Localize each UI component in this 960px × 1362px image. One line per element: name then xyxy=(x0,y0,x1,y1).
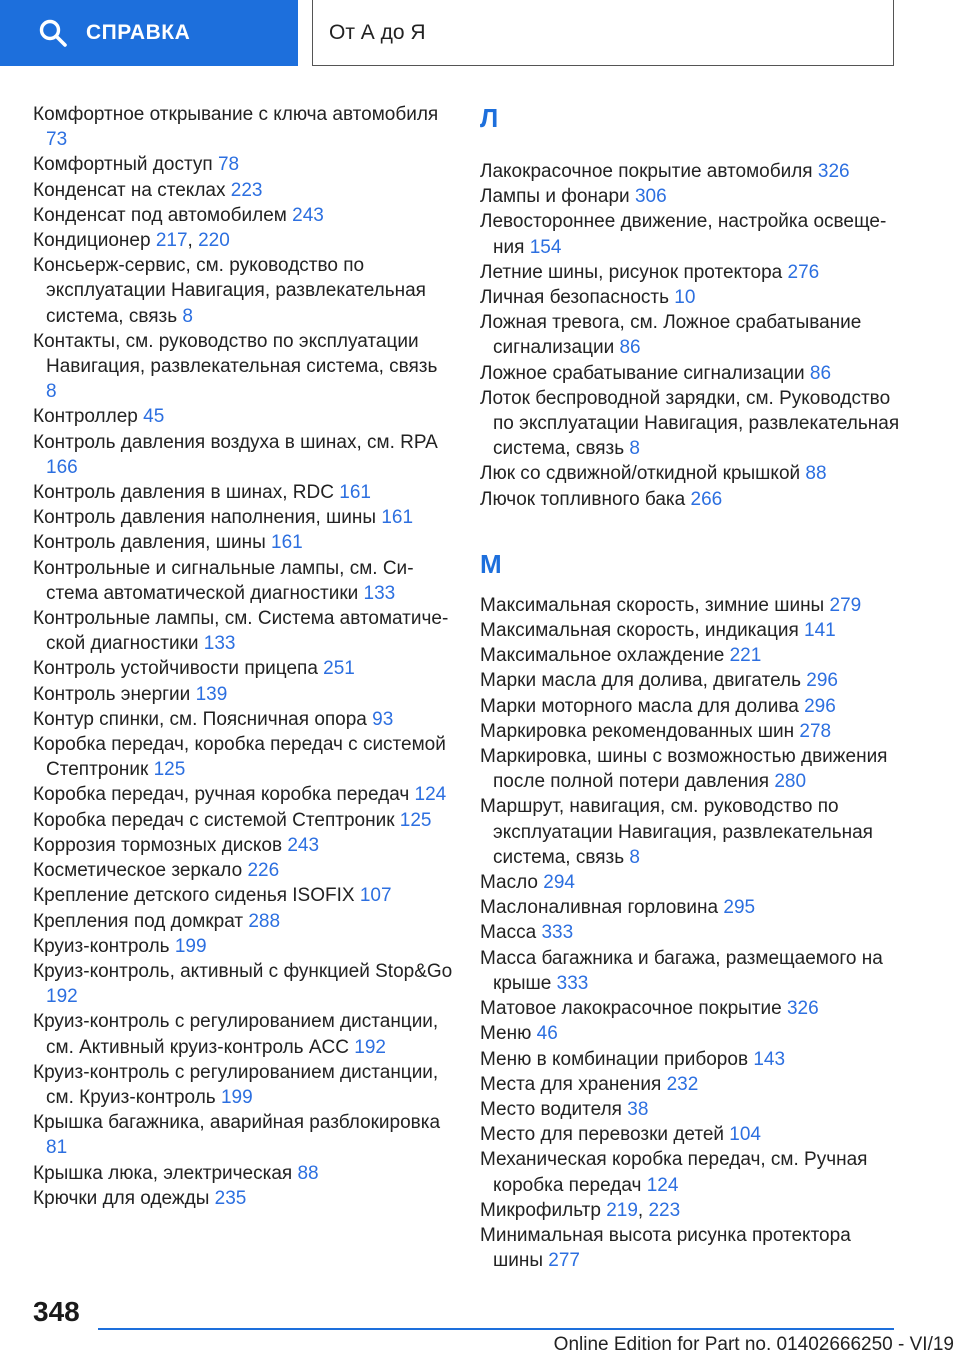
index-entry-text: Контур спинки, см. Поясничная опора xyxy=(33,708,367,730)
index-entry-text: Масса xyxy=(480,922,537,944)
index-entry xyxy=(33,909,453,934)
index-entry xyxy=(480,618,900,643)
page-link[interactable]: 276 xyxy=(787,261,820,283)
tab-a-to-z-label: От А до Я xyxy=(329,20,426,44)
page-link[interactable]: 279 xyxy=(829,594,862,616)
index-entry xyxy=(33,883,453,908)
index-entry-text: Контроллер xyxy=(33,406,138,428)
page-link[interactable]: 133 xyxy=(203,633,236,655)
page-link[interactable]: 8 xyxy=(46,381,57,403)
page-link[interactable]: 81 xyxy=(46,1137,68,1159)
page-link[interactable]: 278 xyxy=(799,720,832,742)
index-entry xyxy=(480,794,900,870)
index-entry xyxy=(33,682,453,707)
page-link[interactable]: 333 xyxy=(556,972,589,994)
page-link[interactable]: 243 xyxy=(292,204,324,226)
index-entry xyxy=(33,858,453,883)
page-link[interactable]: 8 xyxy=(629,438,640,460)
page-link[interactable]: 333 xyxy=(541,922,574,944)
index-letter-heading: Л xyxy=(480,103,499,133)
index-entry xyxy=(33,430,453,480)
index-entry-text: Матовое лакокрасочное покрытие xyxy=(480,998,782,1020)
page-link[interactable]: 125 xyxy=(153,759,186,781)
index-entry-text: Летние шины, рисунок протектора xyxy=(480,261,783,283)
page-link[interactable]: 199 xyxy=(220,1086,253,1108)
index-entry xyxy=(33,707,453,732)
index-entry xyxy=(33,329,453,405)
index-entry-text: Контроль давления в шинах, RDC xyxy=(33,482,334,504)
index-entry-text: Масса багажника и багажа, размещаемого на крыше xyxy=(480,947,883,994)
index-entry xyxy=(33,934,453,959)
index-entry-text: Консьерж-сервис, см. руководство по эксплуатации Навигация, развлекательная система, связь xyxy=(33,255,426,327)
index-entry-text: Круиз-контроль, активный с функцией Stop&Go xyxy=(33,960,453,982)
page-link[interactable]: 219 xyxy=(606,1199,638,1221)
page-link[interactable]: 141 xyxy=(804,620,836,642)
index-entry xyxy=(33,178,453,203)
index-entry-text: Место водителя xyxy=(480,1098,622,1120)
page-link[interactable]: 306 xyxy=(634,186,667,208)
index-letter-heading: М xyxy=(480,548,502,579)
index-entry xyxy=(480,1223,900,1273)
footer-divider xyxy=(98,1328,894,1330)
index-entry-text: Лакокрасочное покрытие автомобиля xyxy=(480,161,813,182)
help-button[interactable] xyxy=(0,0,298,66)
index-entry xyxy=(33,1110,453,1160)
page-link[interactable]: 226 xyxy=(247,860,280,882)
search-icon xyxy=(38,18,68,48)
index-entry xyxy=(33,404,453,429)
page-link[interactable]: 192 xyxy=(354,1036,386,1058)
page-link[interactable]: 251 xyxy=(323,658,355,680)
index-entry-text: Люк со сдвижной/откидной крышкой xyxy=(480,463,801,485)
page-link[interactable]: 46 xyxy=(536,1023,558,1045)
index-entry xyxy=(480,361,900,386)
index-entry xyxy=(33,1186,453,1211)
index-column-left xyxy=(33,102,453,1211)
page-link[interactable]: 199 xyxy=(174,935,207,957)
index-entry xyxy=(480,1047,900,1072)
page-link[interactable]: 326 xyxy=(817,161,850,182)
index-entry-text: Комфортное открывание с ключа автомобиля xyxy=(33,104,439,125)
index-entry xyxy=(480,1021,900,1046)
index-entry-text: Контроль энергии xyxy=(33,683,191,705)
page-link[interactable]: 192 xyxy=(46,986,78,1008)
page-link[interactable]: 88 xyxy=(297,1162,319,1184)
index-entry xyxy=(33,253,453,329)
index-entry-text: Контрольные лампы, см. Система автоматической диагностики xyxy=(33,608,449,655)
index-entry xyxy=(33,833,453,858)
page-link[interactable]: 161 xyxy=(271,532,303,554)
index-entry-text: Ложное срабатывание сигнализации xyxy=(480,362,805,384)
index-entry-text: Лючок топливного бака xyxy=(480,488,686,510)
index-entry-text: Коробка передач, коробка передач с системой Стептроник xyxy=(33,734,446,781)
page-link[interactable]: 45 xyxy=(143,406,165,428)
index-entry-text: Личная безопасность xyxy=(480,287,670,309)
page-link[interactable]: 139 xyxy=(195,683,228,705)
page-link[interactable]: 221 xyxy=(729,645,762,667)
page-link[interactable]: 288 xyxy=(248,910,281,932)
index-entry xyxy=(480,310,900,360)
index-entry-text: Минимальная высота рисунка протектора шины xyxy=(480,1224,851,1272)
header xyxy=(0,0,960,66)
index-entry-text: Механическая коробка передач, см. Ручная коробка передач xyxy=(480,1149,868,1196)
page-link[interactable]: 161 xyxy=(339,482,371,504)
index-entry xyxy=(33,606,453,656)
index-entry xyxy=(33,656,453,681)
index-entry xyxy=(480,487,900,512)
page-link[interactable]: 220 xyxy=(198,230,230,252)
page-link[interactable]: 38 xyxy=(627,1098,649,1120)
index-entry xyxy=(33,530,453,555)
index-entry xyxy=(480,461,900,486)
page-link[interactable]: 93 xyxy=(372,708,394,730)
page-link[interactable]: 10 xyxy=(674,287,696,309)
index-entry: Микрофильтр 219, 223 xyxy=(480,1199,681,1221)
page-link[interactable]: 223 xyxy=(230,179,263,201)
index-entry-text: Маршрут, навигация, см. руководство по эксплуатации Навигация, развлекательная система, связь xyxy=(480,796,873,868)
index-entry xyxy=(480,694,900,719)
index-entry-text: Контроль устойчивости прицепа xyxy=(33,658,318,680)
index-entry xyxy=(480,719,900,744)
index-entry-text: Меню xyxy=(480,1023,532,1045)
index-entry xyxy=(480,744,900,794)
index-column-right xyxy=(480,102,900,1273)
index-entry-text: Коробка передач, ручная коробка передач xyxy=(33,784,410,806)
index-entry xyxy=(480,668,900,693)
index-entry-text: Масло xyxy=(480,872,538,894)
index-entry xyxy=(480,643,900,668)
index-entry xyxy=(33,505,453,530)
index-entry-text: Маркировка рекомендованных шин xyxy=(480,720,795,742)
page-link[interactable]: 125 xyxy=(399,809,432,831)
page-link[interactable]: 280 xyxy=(774,771,807,793)
index-entry-text: Крепления под домкрат xyxy=(33,910,244,932)
page-link[interactable]: 104 xyxy=(729,1124,761,1146)
index-entry-text: Комфортный доступ xyxy=(33,154,213,176)
index-entry xyxy=(480,209,900,259)
page-link[interactable]: 73 xyxy=(46,129,68,151)
index-entry-text: Крышка люка, электрическая xyxy=(33,1162,293,1184)
index-entry xyxy=(33,152,453,177)
index-entry xyxy=(33,1161,453,1186)
page-link[interactable]: 277 xyxy=(548,1250,580,1272)
page-link[interactable]: 326 xyxy=(786,998,819,1020)
page-link[interactable]: 107 xyxy=(359,885,392,907)
index-entry xyxy=(480,870,900,895)
page-link[interactable]: 296 xyxy=(804,695,836,717)
page-link[interactable]: 124 xyxy=(646,1174,679,1196)
index-entry xyxy=(33,556,453,606)
help-label: СПРАВКА xyxy=(86,21,191,44)
index-entry-text: Конденсат на стеклах xyxy=(33,179,226,201)
index-entry-text: Ложная тревога, см. Ложное срабатывание сигнализации xyxy=(480,312,862,359)
index-entry-text: Левостороннее движение, настройка освещения xyxy=(480,211,887,258)
page-link[interactable]: 143 xyxy=(753,1048,786,1070)
page-link[interactable]: 161 xyxy=(381,507,414,529)
index-entry xyxy=(480,386,900,462)
index-entry-text: Контроль давления наполнения, шины xyxy=(33,507,377,529)
page-link[interactable]: 232 xyxy=(666,1073,699,1095)
index-entry-text: Маркировка, шины с возможностью движения после полной потери давления xyxy=(480,746,888,793)
page-link[interactable]: 8 xyxy=(182,305,193,327)
index-entry-text: Максимальное охлаждение xyxy=(480,645,725,667)
index-entry-text: Марки моторного масла для долива xyxy=(480,695,799,717)
page-link[interactable]: 133 xyxy=(363,582,396,604)
index-entry-text: Круиз-контроль xyxy=(33,935,170,957)
page-link[interactable]: 217 xyxy=(155,230,188,252)
index-entry-text: Крючки для одежды xyxy=(33,1187,210,1209)
page-link[interactable]: 294 xyxy=(543,872,575,894)
page-link[interactable]: 223 xyxy=(648,1199,681,1221)
index-entry xyxy=(480,996,900,1021)
index-entry-text: Лампы и фонари xyxy=(480,186,630,208)
index-entry-text: Крепление детского сиденья ISOFIX xyxy=(33,885,355,907)
index-entry-text: Максимальная скорость, индикация xyxy=(480,620,799,642)
index-entry xyxy=(480,1072,900,1097)
index-entry-text: Круиз-контроль с регулированием дистанции, см. Активный круиз-контроль ACC xyxy=(33,1011,439,1058)
index-entry xyxy=(480,946,900,996)
index-entry-text: Меню в комбинации приборов xyxy=(480,1048,749,1070)
index-entry xyxy=(480,159,900,184)
index-entry-text: Места для хранения xyxy=(480,1073,662,1095)
page-link[interactable]: 166 xyxy=(46,456,78,478)
page-link[interactable]: 8 xyxy=(629,846,640,868)
index-entry xyxy=(480,895,900,920)
index-entry xyxy=(33,1009,453,1059)
index-entry xyxy=(33,959,453,1009)
index-entry-text: Место для перевозки детей xyxy=(480,1124,725,1146)
index-entry-text: Коробка передач с системой Стептроник xyxy=(33,809,395,831)
page-link[interactable]: 266 xyxy=(690,488,723,510)
page-link[interactable]: 78 xyxy=(217,154,240,176)
page-link[interactable]: 296 xyxy=(806,670,838,692)
index-entry-text: Коррозия тормозных дисков xyxy=(33,834,283,856)
index-entry-text: Максимальная скорость, зимние шины xyxy=(480,594,825,616)
index-entry-text: Контроль давления, шины xyxy=(33,532,266,554)
page-link[interactable]: 86 xyxy=(809,362,832,384)
index-entry xyxy=(480,184,900,209)
index-entry-text: Косметическое зеркало xyxy=(33,860,243,882)
page-link[interactable]: 295 xyxy=(723,897,756,919)
index-entry xyxy=(480,920,900,945)
index-entry-text: Маслоналивная горловина xyxy=(480,897,719,919)
page-link[interactable]: 235 xyxy=(214,1187,247,1209)
index-entry-text: Конденсат под автомобилем xyxy=(33,204,287,226)
index-entry: Кондиционер 217, 220 xyxy=(33,230,230,252)
tab-a-to-z[interactable] xyxy=(312,0,894,66)
index-entry-text: Марки масла для долива, двигатель xyxy=(480,670,801,692)
index-entry-text: Контроль давления воздуха в шинах, см. RPA xyxy=(33,431,437,453)
index-entry-text: Крышка багажника, аварийная разблокировка xyxy=(33,1112,441,1134)
page-link[interactable]: 124 xyxy=(414,784,447,806)
index-entry-text: Кондиционер xyxy=(33,230,151,252)
page-link[interactable]: 243 xyxy=(287,834,320,856)
index-entry xyxy=(480,260,900,285)
index-entry xyxy=(480,285,900,310)
index-entry xyxy=(33,102,453,152)
index-entry-text: Контрольные и сигнальные лампы, см. Система автоматической диагностики xyxy=(33,557,414,604)
index-entry xyxy=(480,1147,900,1197)
index-entry xyxy=(33,808,453,833)
index-entry-text: Контакты, см. руководство по эксплуатации Навигация, развлекательная система, связь xyxy=(33,330,438,378)
index-entry xyxy=(33,203,453,228)
footer-edition: Online Edition for Part no. 01402666250 - VI/19 xyxy=(553,1334,954,1355)
index-entry xyxy=(480,1097,900,1122)
index-entry-text: Круиз-контроль с регулированием дистанции, см. Круиз-контроль xyxy=(33,1061,439,1108)
page-link[interactable]: 88 xyxy=(805,463,827,485)
index-entry xyxy=(33,732,453,782)
index-entry xyxy=(33,480,453,505)
page-link[interactable]: 154 xyxy=(529,236,562,258)
index-entry xyxy=(480,593,900,618)
index-entry xyxy=(33,782,453,807)
page-number: 348 xyxy=(33,1296,80,1327)
page-link[interactable]: 86 xyxy=(619,337,641,359)
index-entry xyxy=(33,1060,453,1110)
index-entry-text: Лоток беспроводной зарядки, см. Руководство по эксплуатации Навигация, развлекательная система, связь xyxy=(480,387,900,460)
index-entry xyxy=(480,1122,900,1147)
index-entry-text: Микрофильтр xyxy=(480,1199,601,1221)
